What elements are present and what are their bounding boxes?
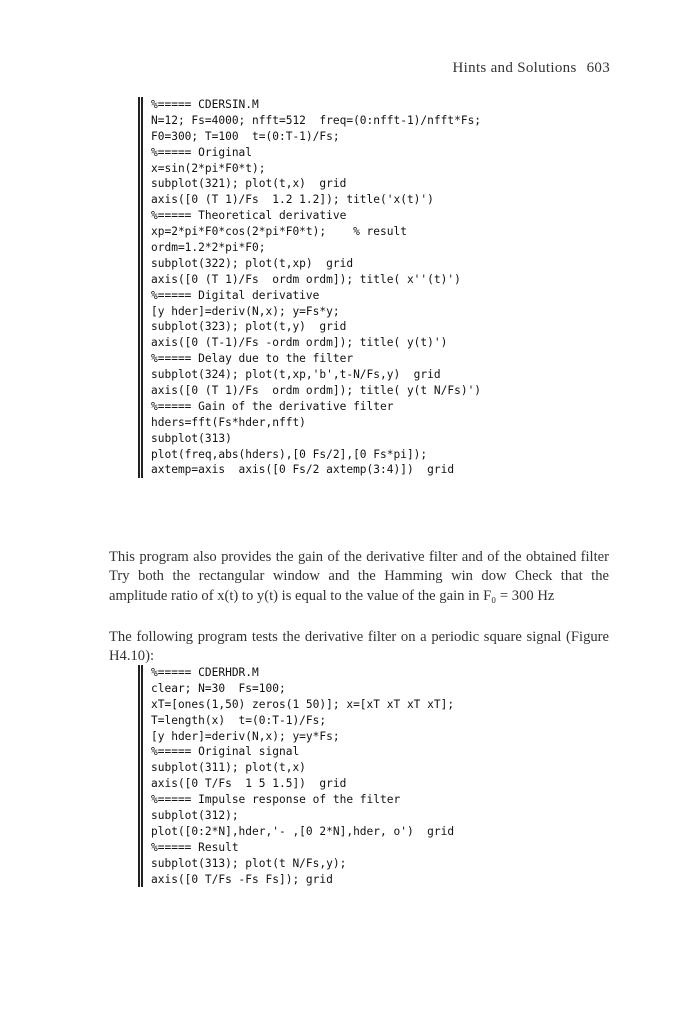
code-listing-cderhdr xyxy=(138,665,621,887)
code-line: %===== Original xyxy=(151,145,253,159)
code-line: %===== Impulse response of the filter xyxy=(151,793,401,807)
page-header xyxy=(443,60,610,77)
code-line: ordm=1.2*2*pi*F0; xyxy=(151,241,266,255)
code-line: %===== CDERHDR.M xyxy=(151,666,259,679)
code-line: plot(freq,abs(hders),[0 Fs/2],[0 Fs*pi]); xyxy=(151,447,428,461)
code-line: subplot(313) xyxy=(151,431,232,445)
code-line: [y hder]=deriv(N,x); y=y*Fs; xyxy=(151,729,340,743)
code-line: %===== Original signal xyxy=(151,745,300,759)
code-line: axis([0 (T-1)/Fs -ordm ordm]); title( y(t)') xyxy=(151,336,448,350)
code-line: axis([0 T/Fs 1 5 1.5]) grid xyxy=(151,777,347,791)
code-line: %===== Theoretical derivative xyxy=(151,209,347,223)
code-line: axis([0 T/Fs -Fs Fs]); grid xyxy=(151,872,333,886)
code-line: xT=[ones(1,50) zeros(1 50)]; x=[xT xT xT xT]; xyxy=(151,697,455,711)
running-title: Hints and Solutions xyxy=(452,60,577,76)
code-line: subplot(321); plot(t,x) grid xyxy=(151,177,347,191)
code-line: axtemp=axis axis([0 Fs/2 axtemp(3:4)]) grid xyxy=(151,463,455,477)
code-line: %===== Gain of the derivative filter xyxy=(151,399,394,413)
code-line: subplot(313); plot(t N/Fs,y); xyxy=(151,856,347,870)
code-line: axis([0 (T 1)/Fs 1.2 1.2]); title('x(t)') xyxy=(151,193,434,207)
code-line: axis([0 (T 1)/Fs ordm ordm]); title( x''(t)') xyxy=(151,272,461,286)
code-line: F0=300; T=100 t=(0:T-1)/Fs; xyxy=(151,129,340,143)
page-number: 603 xyxy=(586,60,610,76)
code-listing-cdersin xyxy=(138,97,621,478)
code-line: [y hder]=deriv(N,x); y=Fs*y; xyxy=(151,304,340,318)
code-line: %===== Result xyxy=(151,840,239,854)
code-line: subplot(323); plot(t,y) grid xyxy=(151,320,347,334)
code-line: %===== CDERSIN.M xyxy=(151,98,259,111)
code-line: axis([0 (T 1)/Fs ordm ordm]); title( y(t N/Fs)') xyxy=(151,384,482,398)
code-line: subplot(312); xyxy=(151,809,239,823)
code-line: subplot(311); plot(t,x) xyxy=(151,761,306,775)
code-line: %===== Delay due to the filter xyxy=(151,352,354,366)
code-line: T=length(x) t=(0:T-1)/Fs; xyxy=(151,713,327,727)
code-line: plot([0:2*N],hder,'- ,[0 2*N],hder, o') grid xyxy=(151,824,455,838)
body-paragraph-gain: This program also provides the gain of the derivative filter and of the obtained filter Try both the rectangular window and the Hamming win dow Check that the amplitude ratio of x(t) to y(t) is equal to the value of the gain in F₀ = 300 Hz xyxy=(109,548,609,604)
code-line: clear; N=30 Fs=100; xyxy=(151,681,286,695)
body-paragraph-square-signal: The following program tests the derivative filter on a periodic square signal (Figure H4.10): xyxy=(109,628,609,665)
code-line: hders=fft(Fs*hder,nfft) xyxy=(151,415,306,429)
code-line: x=sin(2*pi*F0*t); xyxy=(151,161,266,175)
code-line: subplot(324); plot(t,xp,'b',t-N/Fs,y) grid xyxy=(151,368,441,382)
code-line: subplot(322); plot(t,xp) grid xyxy=(151,256,354,270)
code-line: N=12; Fs=4000; nfft=512 freq=(0:nfft-1)/nfft*Fs; xyxy=(151,113,482,127)
code-line: xp=2*pi*F0*cos(2*pi*F0*t); % result xyxy=(151,225,407,239)
code-line: %===== Digital derivative xyxy=(151,288,320,302)
